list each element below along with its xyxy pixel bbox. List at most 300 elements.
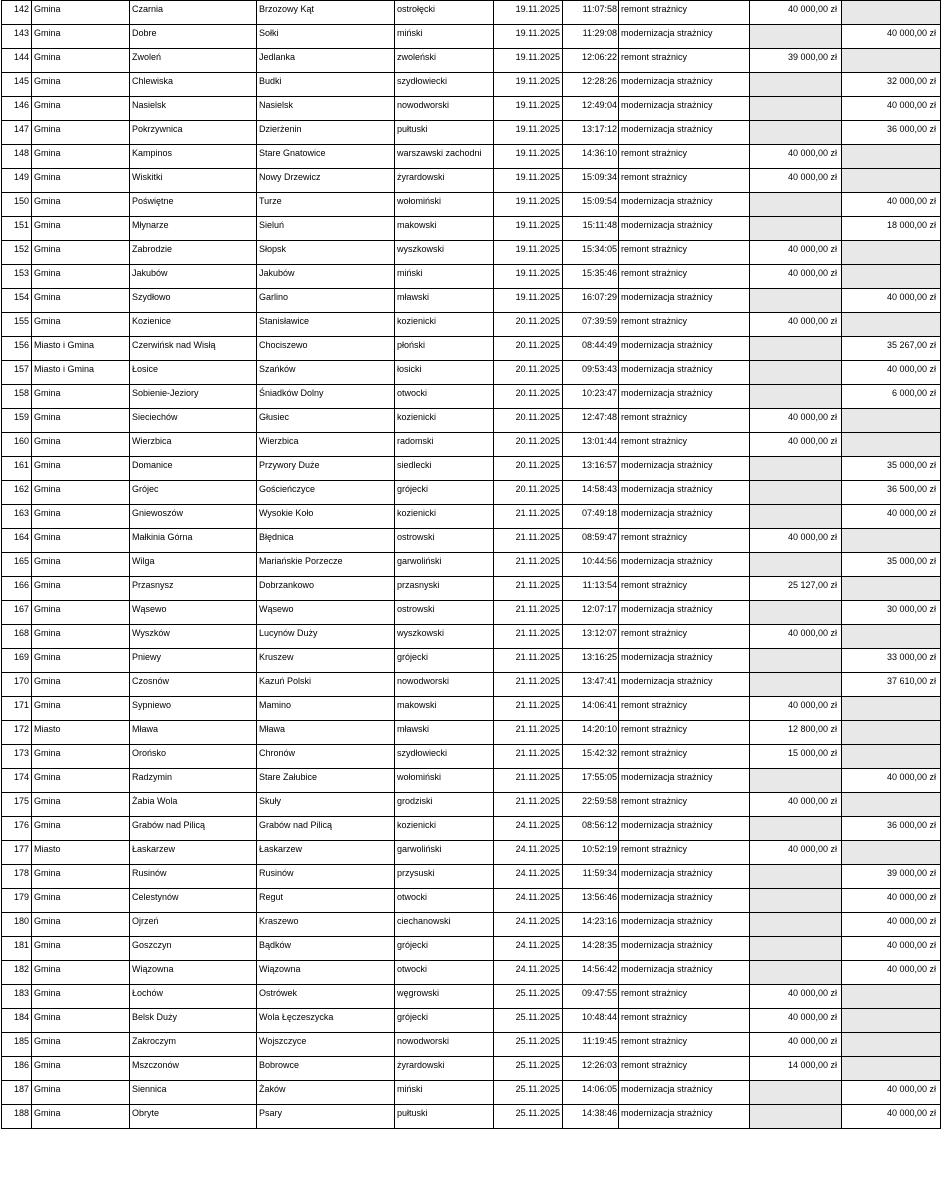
cell-county: siedlecki — [395, 457, 494, 481]
cell-row-number: 186 — [2, 1057, 32, 1081]
cell-date: 19.11.2025 — [494, 193, 563, 217]
cell-unit-type: Gmina — [32, 601, 130, 625]
cell-unit-type: Gmina — [32, 25, 130, 49]
cell-date: 19.11.2025 — [494, 1, 563, 25]
cell-municipality: Zakroczym — [130, 1033, 257, 1057]
cell-unit-type: Gmina — [32, 793, 130, 817]
cell-date: 21.11.2025 — [494, 601, 563, 625]
cell-municipality: Zwoleń — [130, 49, 257, 73]
cell-task-type: modernizacja strażnicy — [619, 217, 750, 241]
cell-unit-type: Gmina — [32, 769, 130, 793]
cell-county: ostrowski — [395, 529, 494, 553]
cell-amount-modernizacja — [842, 169, 941, 193]
cell-row-number: 177 — [2, 841, 32, 865]
cell-time: 10:44:56 — [563, 553, 619, 577]
cell-date: 20.11.2025 — [494, 481, 563, 505]
cell-time: 11:59:34 — [563, 865, 619, 889]
cell-task-type: modernizacja strażnicy — [619, 553, 750, 577]
cell-amount-modernizacja — [842, 1057, 941, 1081]
cell-unit-type: Gmina — [32, 673, 130, 697]
cell-locality: Dzierżenin — [257, 121, 395, 145]
cell-row-number: 174 — [2, 769, 32, 793]
cell-time: 14:06:05 — [563, 1081, 619, 1105]
cell-time: 12:49:04 — [563, 97, 619, 121]
cell-date: 21.11.2025 — [494, 577, 563, 601]
cell-amount-modernizacja: 36 000,00 zł — [842, 817, 941, 841]
cell-amount-modernizacja — [842, 625, 941, 649]
cell-locality: Brzozowy Kąt — [257, 1, 395, 25]
cell-locality: Gościeńczyce — [257, 481, 395, 505]
cell-task-type: remont strażnicy — [619, 313, 750, 337]
cell-locality: Błędnica — [257, 529, 395, 553]
cell-county: pułtuski — [395, 121, 494, 145]
cell-county: kozienicki — [395, 505, 494, 529]
cell-date: 25.11.2025 — [494, 1033, 563, 1057]
cell-unit-type: Gmina — [32, 481, 130, 505]
table-row — [2, 145, 941, 169]
cell-locality: Wojszczyce — [257, 1033, 395, 1057]
cell-county: miński — [395, 1081, 494, 1105]
cell-municipality: Chlewiska — [130, 73, 257, 97]
cell-unit-type: Gmina — [32, 97, 130, 121]
cell-time: 15:09:54 — [563, 193, 619, 217]
cell-row-number: 145 — [2, 73, 32, 97]
cell-locality: Wola Łęczeszycka — [257, 1009, 395, 1033]
cell-amount-modernizacja: 6 000,00 zł — [842, 385, 941, 409]
cell-amount-remont — [750, 961, 842, 985]
table-row — [2, 337, 941, 361]
cell-county: nowodworski — [395, 673, 494, 697]
cell-municipality: Orońsko — [130, 745, 257, 769]
cell-county: łosicki — [395, 361, 494, 385]
cell-amount-remont — [750, 217, 842, 241]
cell-task-type: remont strażnicy — [619, 1009, 750, 1033]
cell-amount-modernizacja: 40 000,00 zł — [842, 769, 941, 793]
cell-amount-modernizacja — [842, 313, 941, 337]
table-row — [2, 433, 941, 457]
table-row — [2, 1, 941, 25]
cell-row-number: 146 — [2, 97, 32, 121]
cell-row-number: 185 — [2, 1033, 32, 1057]
cell-time: 14:23:16 — [563, 913, 619, 937]
cell-locality: Turze — [257, 193, 395, 217]
cell-date: 19.11.2025 — [494, 121, 563, 145]
table-row — [2, 553, 941, 577]
cell-row-number: 171 — [2, 697, 32, 721]
cell-unit-type: Gmina — [32, 865, 130, 889]
table-row — [2, 193, 941, 217]
table-row — [2, 1033, 941, 1057]
cell-county: pułtuski — [395, 1105, 494, 1129]
cell-county: garwoliński — [395, 553, 494, 577]
cell-unit-type: Gmina — [32, 241, 130, 265]
cell-unit-type: Miasto — [32, 721, 130, 745]
cell-task-type: modernizacja strażnicy — [619, 937, 750, 961]
cell-time: 09:53:43 — [563, 361, 619, 385]
cell-amount-modernizacja: 35 000,00 zł — [842, 553, 941, 577]
cell-row-number: 158 — [2, 385, 32, 409]
cell-row-number: 167 — [2, 601, 32, 625]
cell-date: 21.11.2025 — [494, 673, 563, 697]
cell-locality: Chociszewo — [257, 337, 395, 361]
table-row — [2, 793, 941, 817]
table-body — [2, 1, 941, 1129]
cell-locality: Stanisławice — [257, 313, 395, 337]
cell-locality: Wąsewo — [257, 601, 395, 625]
table-row — [2, 745, 941, 769]
cell-municipality: Czerwińsk nad Wisłą — [130, 337, 257, 361]
cell-task-type: remont strażnicy — [619, 793, 750, 817]
cell-county: grójecki — [395, 1009, 494, 1033]
table-row — [2, 217, 941, 241]
table-row — [2, 577, 941, 601]
cell-date: 21.11.2025 — [494, 721, 563, 745]
cell-time: 13:16:25 — [563, 649, 619, 673]
cell-amount-modernizacja — [842, 145, 941, 169]
cell-amount-modernizacja — [842, 1009, 941, 1033]
cell-task-type: modernizacja strażnicy — [619, 913, 750, 937]
cell-task-type: remont strażnicy — [619, 1, 750, 25]
cell-date: 24.11.2025 — [494, 865, 563, 889]
cell-unit-type: Gmina — [32, 577, 130, 601]
table-row — [2, 817, 941, 841]
cell-amount-modernizacja: 33 000,00 zł — [842, 649, 941, 673]
cell-municipality: Sieciechów — [130, 409, 257, 433]
cell-municipality: Łosice — [130, 361, 257, 385]
table-row — [2, 361, 941, 385]
cell-row-number: 164 — [2, 529, 32, 553]
cell-amount-remont: 40 000,00 zł — [750, 841, 842, 865]
cell-amount-modernizacja — [842, 985, 941, 1009]
cell-amount-modernizacja: 40 000,00 zł — [842, 1105, 941, 1129]
cell-amount-modernizacja — [842, 841, 941, 865]
cell-amount-remont — [750, 553, 842, 577]
cell-county: ostrowski — [395, 601, 494, 625]
cell-locality: Lucynów Duży — [257, 625, 395, 649]
cell-row-number: 166 — [2, 577, 32, 601]
cell-county: szydłowiecki — [395, 745, 494, 769]
cell-municipality: Rusinów — [130, 865, 257, 889]
cell-date: 21.11.2025 — [494, 505, 563, 529]
cell-task-type: remont strażnicy — [619, 841, 750, 865]
cell-amount-modernizacja: 35 267,00 zł — [842, 337, 941, 361]
cell-task-type: modernizacja strażnicy — [619, 361, 750, 385]
cell-amount-remont — [750, 193, 842, 217]
cell-date: 25.11.2025 — [494, 1081, 563, 1105]
cell-date: 19.11.2025 — [494, 265, 563, 289]
cell-row-number: 178 — [2, 865, 32, 889]
cell-unit-type: Gmina — [32, 553, 130, 577]
cell-row-number: 170 — [2, 673, 32, 697]
cell-amount-modernizacja: 36 500,00 zł — [842, 481, 941, 505]
cell-time: 17:55:05 — [563, 769, 619, 793]
table-row — [2, 841, 941, 865]
cell-row-number: 183 — [2, 985, 32, 1009]
cell-row-number: 160 — [2, 433, 32, 457]
cell-unit-type: Gmina — [32, 265, 130, 289]
cell-municipality: Grójec — [130, 481, 257, 505]
cell-municipality: Mława — [130, 721, 257, 745]
cell-task-type: remont strażnicy — [619, 625, 750, 649]
cell-county: żyrardowski — [395, 169, 494, 193]
table-row — [2, 1081, 941, 1105]
cell-county: szydłowiecki — [395, 73, 494, 97]
cell-amount-modernizacja: 40 000,00 zł — [842, 889, 941, 913]
cell-amount-modernizacja — [842, 529, 941, 553]
cell-amount-remont: 40 000,00 zł — [750, 625, 842, 649]
cell-municipality: Pniewy — [130, 649, 257, 673]
cell-row-number: 157 — [2, 361, 32, 385]
cell-time: 14:36:10 — [563, 145, 619, 169]
cell-row-number: 149 — [2, 169, 32, 193]
cell-unit-type: Gmina — [32, 961, 130, 985]
cell-locality: Wierzbica — [257, 433, 395, 457]
cell-county: radomski — [395, 433, 494, 457]
cell-locality: Kazuń Polski — [257, 673, 395, 697]
cell-county: kozienicki — [395, 409, 494, 433]
table-row — [2, 313, 941, 337]
cell-municipality: Łaskarzew — [130, 841, 257, 865]
cell-time: 14:56:42 — [563, 961, 619, 985]
cell-amount-remont — [750, 385, 842, 409]
cell-time: 14:20:10 — [563, 721, 619, 745]
table-row — [2, 457, 941, 481]
cell-unit-type: Gmina — [32, 73, 130, 97]
table-row — [2, 673, 941, 697]
table-row — [2, 529, 941, 553]
cell-municipality: Zabrodzie — [130, 241, 257, 265]
cell-county: miński — [395, 265, 494, 289]
cell-county: żyrardowski — [395, 1057, 494, 1081]
cell-date: 25.11.2025 — [494, 1105, 563, 1129]
cell-municipality: Ojrzeń — [130, 913, 257, 937]
table-row — [2, 481, 941, 505]
cell-amount-modernizacja — [842, 241, 941, 265]
table-row — [2, 1105, 941, 1129]
table-row — [2, 625, 941, 649]
cell-amount-modernizacja: 18 000,00 zł — [842, 217, 941, 241]
cell-amount-remont: 40 000,00 zł — [750, 265, 842, 289]
cell-task-type: remont strażnicy — [619, 265, 750, 289]
cell-municipality: Celestynów — [130, 889, 257, 913]
cell-county: grójecki — [395, 649, 494, 673]
cell-amount-remont — [750, 361, 842, 385]
cell-time: 11:19:45 — [563, 1033, 619, 1057]
cell-amount-remont: 40 000,00 zł — [750, 985, 842, 1009]
cell-county: zwoleński — [395, 49, 494, 73]
data-table — [1, 0, 941, 1129]
cell-row-number: 175 — [2, 793, 32, 817]
cell-municipality: Małkinia Górna — [130, 529, 257, 553]
cell-task-type: remont strażnicy — [619, 697, 750, 721]
cell-date: 24.11.2025 — [494, 841, 563, 865]
cell-amount-remont: 40 000,00 zł — [750, 313, 842, 337]
cell-task-type: modernizacja strażnicy — [619, 193, 750, 217]
table-row — [2, 985, 941, 1009]
cell-task-type: modernizacja strażnicy — [619, 289, 750, 313]
cell-row-number: 169 — [2, 649, 32, 673]
cell-row-number: 159 — [2, 409, 32, 433]
cell-municipality: Wąsewo — [130, 601, 257, 625]
cell-locality: Sieluń — [257, 217, 395, 241]
cell-time: 12:47:48 — [563, 409, 619, 433]
cell-locality: Dobrzankowo — [257, 577, 395, 601]
cell-amount-modernizacja: 35 000,00 zł — [842, 457, 941, 481]
cell-municipality: Pokrzywnica — [130, 121, 257, 145]
cell-time: 09:47:55 — [563, 985, 619, 1009]
cell-amount-remont: 40 000,00 zł — [750, 241, 842, 265]
cell-municipality: Żabia Wola — [130, 793, 257, 817]
cell-county: kozienicki — [395, 817, 494, 841]
cell-locality: Nowy Drzewicz — [257, 169, 395, 193]
cell-amount-modernizacja — [842, 697, 941, 721]
cell-task-type: modernizacja strażnicy — [619, 865, 750, 889]
cell-date: 24.11.2025 — [494, 913, 563, 937]
cell-date: 21.11.2025 — [494, 529, 563, 553]
cell-amount-remont — [750, 769, 842, 793]
cell-amount-remont — [750, 121, 842, 145]
cell-county: nowodworski — [395, 97, 494, 121]
cell-amount-modernizacja: 40 000,00 zł — [842, 505, 941, 529]
cell-time: 14:38:46 — [563, 1105, 619, 1129]
cell-amount-modernizacja: 40 000,00 zł — [842, 913, 941, 937]
table-row — [2, 97, 941, 121]
cell-county: przysuski — [395, 865, 494, 889]
cell-task-type: remont strażnicy — [619, 145, 750, 169]
cell-county: otwocki — [395, 961, 494, 985]
cell-municipality: Wiązowna — [130, 961, 257, 985]
cell-municipality: Kampinos — [130, 145, 257, 169]
cell-time: 08:44:49 — [563, 337, 619, 361]
cell-date: 24.11.2025 — [494, 889, 563, 913]
cell-unit-type: Gmina — [32, 145, 130, 169]
table-row — [2, 865, 941, 889]
cell-task-type: modernizacja strażnicy — [619, 25, 750, 49]
cell-unit-type: Gmina — [32, 385, 130, 409]
cell-task-type: remont strażnicy — [619, 433, 750, 457]
cell-task-type: modernizacja strażnicy — [619, 649, 750, 673]
cell-task-type: remont strażnicy — [619, 1033, 750, 1057]
cell-amount-remont — [750, 889, 842, 913]
cell-time: 15:35:46 — [563, 265, 619, 289]
cell-date: 21.11.2025 — [494, 697, 563, 721]
cell-locality: Żaków — [257, 1081, 395, 1105]
cell-amount-modernizacja — [842, 409, 941, 433]
cell-task-type: modernizacja strażnicy — [619, 457, 750, 481]
cell-time: 15:11:48 — [563, 217, 619, 241]
cell-unit-type: Gmina — [32, 625, 130, 649]
cell-time: 07:39:59 — [563, 313, 619, 337]
cell-county: węgrowski — [395, 985, 494, 1009]
cell-row-number: 180 — [2, 913, 32, 937]
table-row — [2, 25, 941, 49]
table-row — [2, 385, 941, 409]
cell-municipality: Grabów nad Pilicą — [130, 817, 257, 841]
cell-row-number: 150 — [2, 193, 32, 217]
cell-date: 19.11.2025 — [494, 217, 563, 241]
cell-municipality: Jakubów — [130, 265, 257, 289]
cell-task-type: remont strażnicy — [619, 409, 750, 433]
cell-time: 15:42:32 — [563, 745, 619, 769]
cell-municipality: Czosnów — [130, 673, 257, 697]
cell-county: garwoliński — [395, 841, 494, 865]
cell-row-number: 142 — [2, 1, 32, 25]
cell-amount-modernizacja: 40 000,00 zł — [842, 289, 941, 313]
cell-municipality: Czarnia — [130, 1, 257, 25]
table-row — [2, 913, 941, 937]
cell-row-number: 156 — [2, 337, 32, 361]
table-row — [2, 697, 941, 721]
table-row — [2, 721, 941, 745]
cell-unit-type: Gmina — [32, 1081, 130, 1105]
cell-unit-type: Gmina — [32, 889, 130, 913]
cell-locality: Regut — [257, 889, 395, 913]
cell-amount-remont: 40 000,00 zł — [750, 697, 842, 721]
cell-county: wołomiński — [395, 193, 494, 217]
cell-amount-remont: 40 000,00 zł — [750, 433, 842, 457]
cell-county: kozienicki — [395, 313, 494, 337]
cell-amount-remont — [750, 97, 842, 121]
cell-unit-type: Gmina — [32, 985, 130, 1009]
cell-date: 20.11.2025 — [494, 457, 563, 481]
cell-amount-remont — [750, 457, 842, 481]
cell-amount-remont — [750, 937, 842, 961]
cell-task-type: remont strażnicy — [619, 529, 750, 553]
cell-task-type: modernizacja strażnicy — [619, 769, 750, 793]
table-row — [2, 961, 941, 985]
cell-municipality: Radzymin — [130, 769, 257, 793]
cell-row-number: 165 — [2, 553, 32, 577]
cell-county: ciechanowski — [395, 913, 494, 937]
cell-municipality: Siennica — [130, 1081, 257, 1105]
cell-amount-modernizacja: 40 000,00 zł — [842, 1081, 941, 1105]
cell-municipality: Młynarze — [130, 217, 257, 241]
cell-amount-remont — [750, 913, 842, 937]
cell-task-type: modernizacja strażnicy — [619, 961, 750, 985]
cell-date: 21.11.2025 — [494, 649, 563, 673]
cell-county: warszawski zachodni — [395, 145, 494, 169]
cell-unit-type: Gmina — [32, 937, 130, 961]
cell-amount-remont — [750, 865, 842, 889]
cell-municipality: Mszczonów — [130, 1057, 257, 1081]
cell-date: 19.11.2025 — [494, 169, 563, 193]
cell-county: makowski — [395, 697, 494, 721]
cell-date: 20.11.2025 — [494, 361, 563, 385]
cell-date: 20.11.2025 — [494, 409, 563, 433]
cell-date: 19.11.2025 — [494, 25, 563, 49]
cell-locality: Sołki — [257, 25, 395, 49]
table-row — [2, 409, 941, 433]
cell-date: 20.11.2025 — [494, 385, 563, 409]
cell-time: 11:07:58 — [563, 1, 619, 25]
cell-task-type: modernizacja strażnicy — [619, 601, 750, 625]
cell-time: 11:13:54 — [563, 577, 619, 601]
cell-locality: Wysokie Koło — [257, 505, 395, 529]
cell-row-number: 172 — [2, 721, 32, 745]
cell-unit-type: Gmina — [32, 1105, 130, 1129]
cell-time: 12:06:22 — [563, 49, 619, 73]
cell-unit-type: Gmina — [32, 1033, 130, 1057]
cell-municipality: Przasnysz — [130, 577, 257, 601]
cell-row-number: 151 — [2, 217, 32, 241]
cell-task-type: modernizacja strażnicy — [619, 73, 750, 97]
cell-county: mławski — [395, 721, 494, 745]
cell-county: miński — [395, 25, 494, 49]
cell-municipality: Wyszków — [130, 625, 257, 649]
cell-unit-type: Gmina — [32, 433, 130, 457]
cell-date: 20.11.2025 — [494, 433, 563, 457]
cell-date: 20.11.2025 — [494, 313, 563, 337]
